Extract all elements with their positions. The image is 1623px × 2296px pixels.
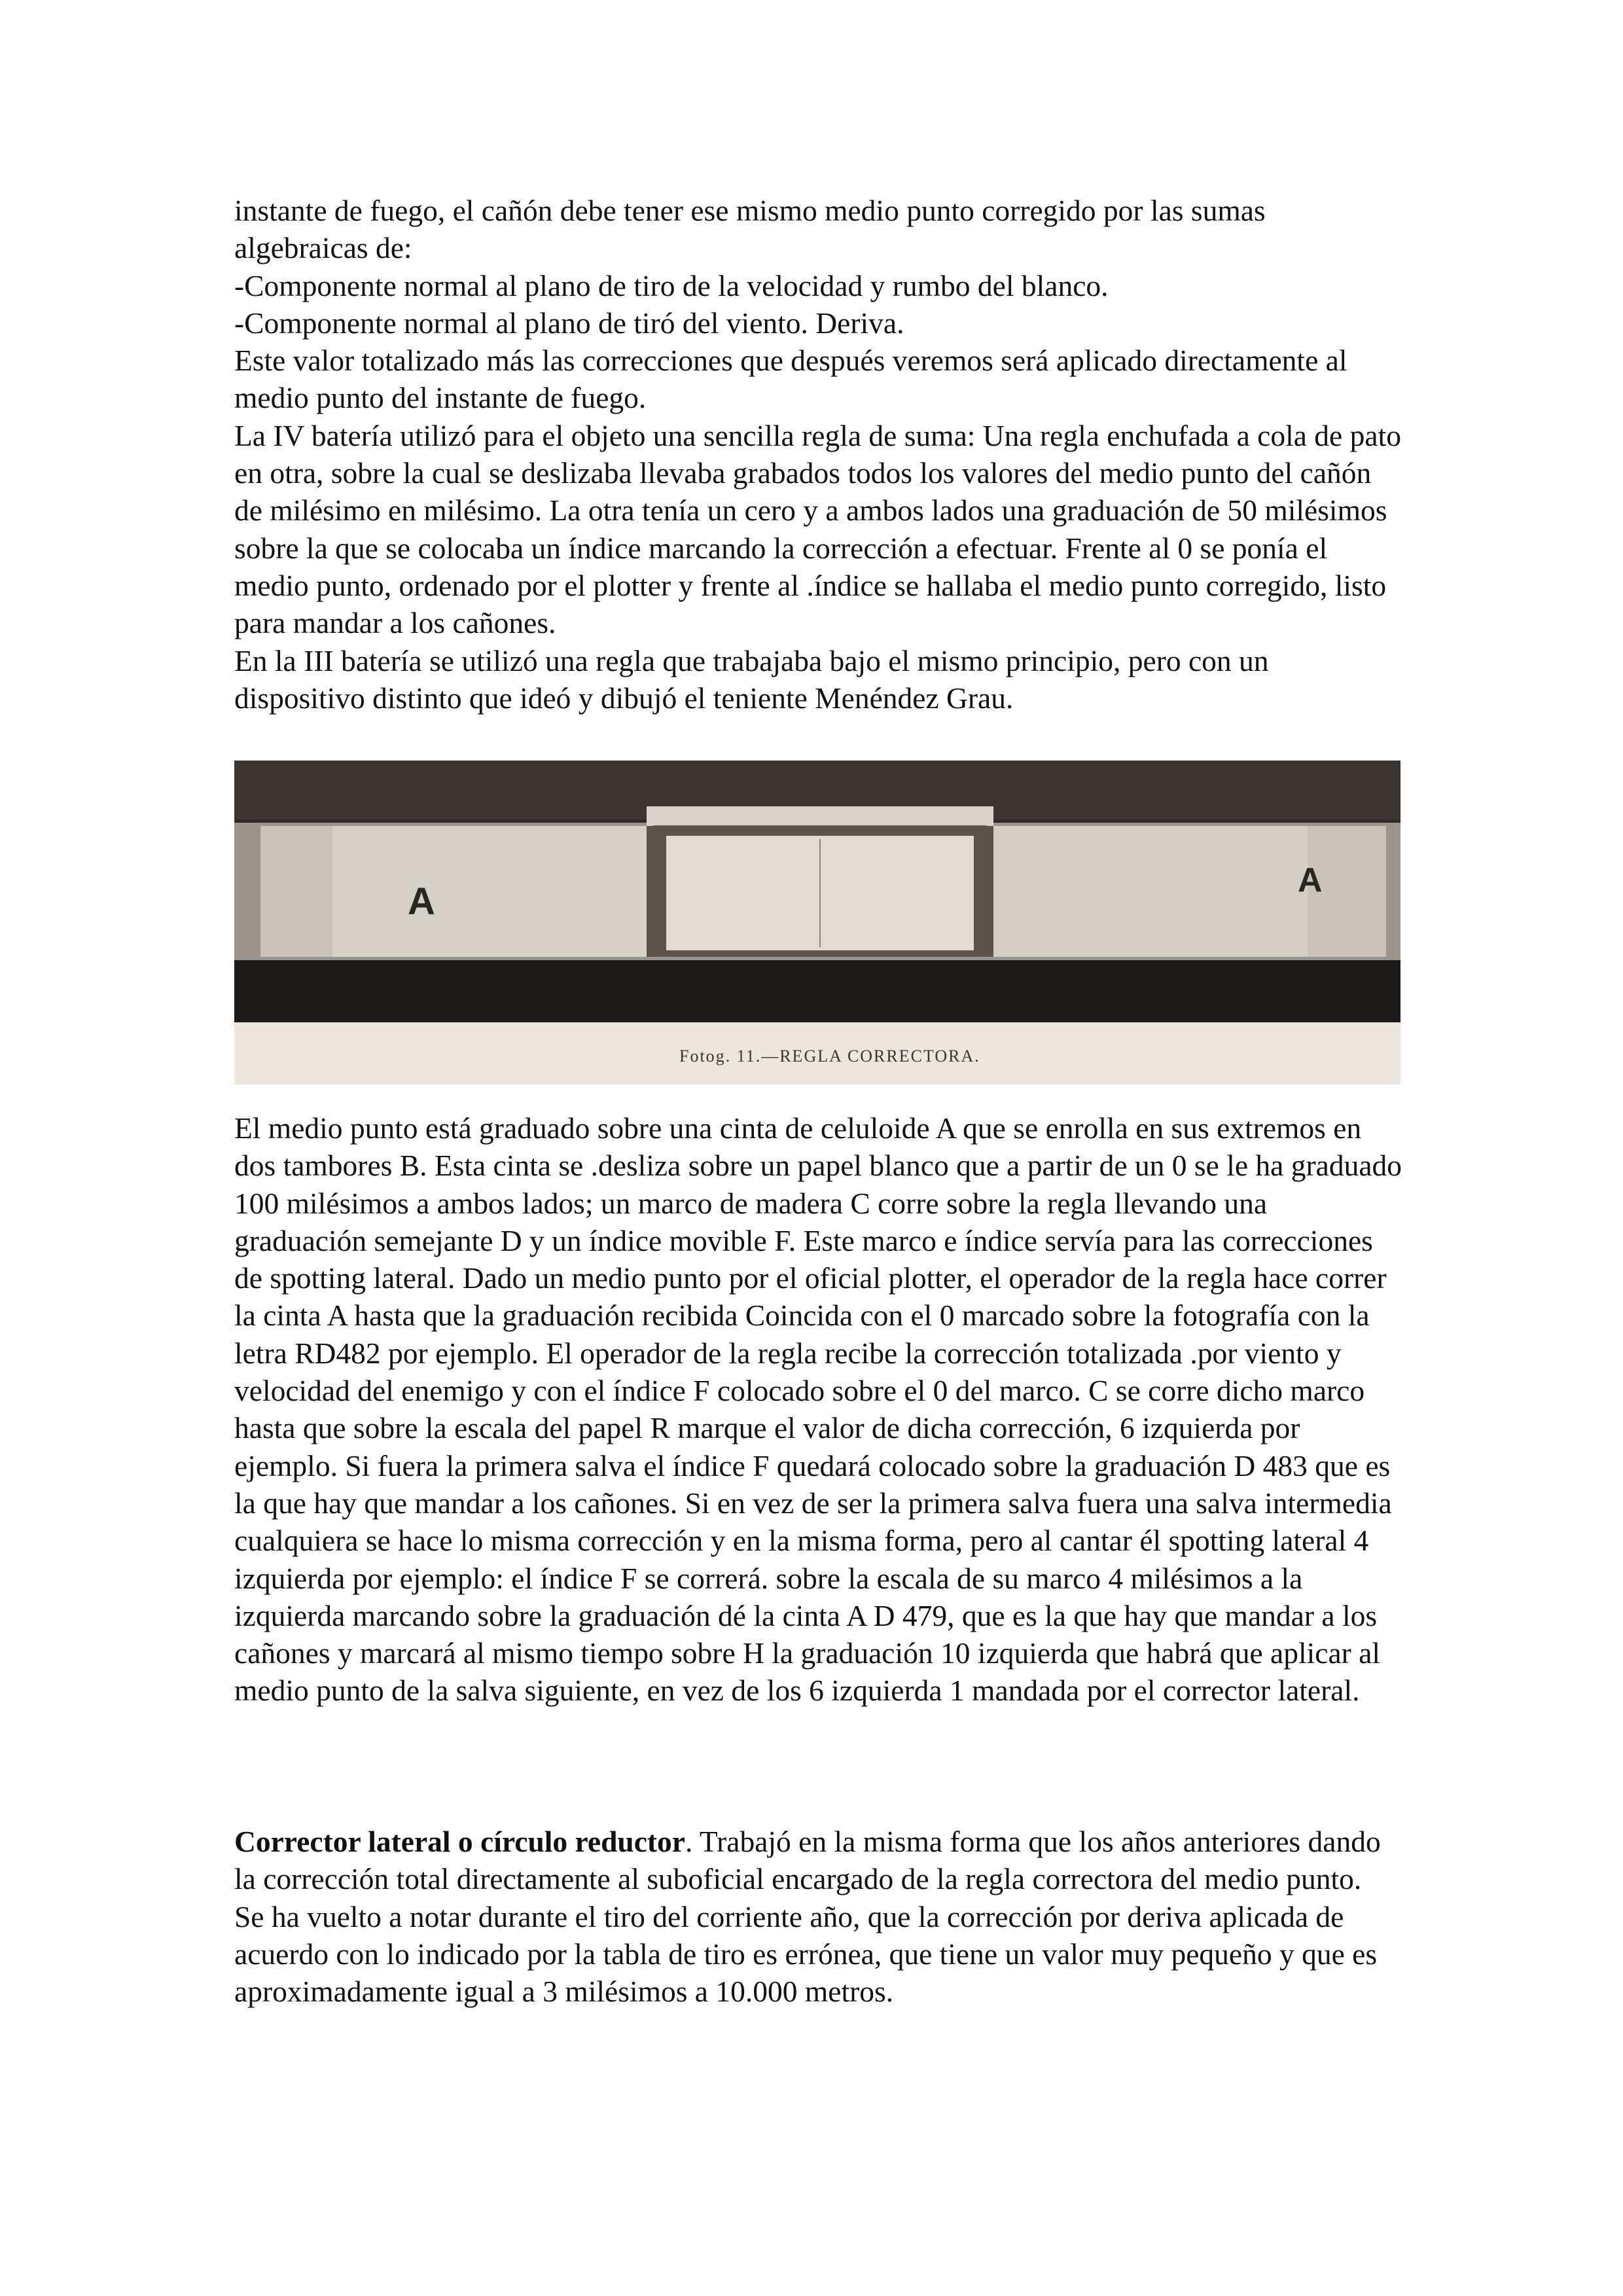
- text-block-3: [234, 1823, 1406, 2010]
- paragraph: -Componente normal al plano de tiro de la velocidad y rumbo del blanco.: [234, 268, 1109, 302]
- paragraph: -Componente normal al plano de tiró del viento. Deriva.: [234, 306, 904, 340]
- paragraph: La IV batería utilizó para el objeto una sencilla regla de suma: Una regla enchufada a cola de pato en otra, sobre la cual se deslizaba llevaba grabados todos los valores del medio punto del cañón de milésimo en milésimo. La otra tenía un cero y a ambos lados una graduación de 50 milésimos sobre la que se colocaba un índice marcando la corrección a efectuar. Frente al 0 se ponía el medio punto, ordenado por el plotter y frente al .índice se hallaba el medio punto corregido, listo para mandar a los cañones.: [234, 418, 1401, 640]
- paragraph-text: . Trabajó en la misma forma que los años anteriores dando la corrección total directamente al suboficial encargado de la regla correctora del medio punto.: [234, 1825, 1381, 1896]
- paragraph: instante de fuego, el cañón debe tener ese mismo medio punto corregido por las sumas algebraicas de:: [234, 194, 1266, 265]
- photo-label-left: A: [408, 880, 435, 923]
- paragraph: En la III batería se utilizó una regla que trabajaba bajo el mismo principio, pero con un dispositivo distinto que ideó y dibujó el teniente Menéndez Grau.: [234, 643, 1269, 715]
- photograph-regla-correctora: [234, 761, 1400, 1085]
- paragraph: [234, 1823, 1406, 1898]
- text-block-2: [234, 1109, 1406, 1710]
- photo-label-right: A: [1298, 861, 1323, 899]
- section-heading: Corrector lateral o círculo reductor: [234, 1825, 685, 1858]
- paragraph: Este valor totalizado más las correcciones que después veremos será aplicado directamente al medio punto del instante de fuego.: [234, 344, 1347, 415]
- photo-caption: Fotog. 11.—REGLA CORRECTORA.: [679, 1047, 980, 1066]
- paragraph: Se ha vuelto a notar durante el tiro del corriente año, que la corrección por deriva aplicada de acuerdo con lo indicado por la tabla de tiro es errónea, que tiene un valor muy pequeño y que es aproximadamente igual a 3 milésimos a 10.000 metros.: [234, 1899, 1378, 2009]
- paragraph: El medio punto está graduado sobre una cinta de celuloide A que se enrolla en sus extremos en dos tambores B. Esta cinta se .desliza sobre un papel blanco que a partir de un 0 se le ha graduado 100 milésimos a ambos lados; un marco de madera C corre sobre la regla llevando una graduación semejante D y un índice movible F. Este marco e índice servía para las correcciones de spotting lateral. Dado un medio punto por el oficial plotter, el operador de la regla hace correr la cinta A hasta que la graduación recibida Coincida con el 0 marcado sobre la fotografía con la letra RD482 por ejemplo. El operador de la regla recibe la corrección totalizada .por viento y velocidad del enemigo y con el índice F colocado sobre el 0 del marco. C se corre dicho marco hasta que sobre la escala del papel R marque el valor de dicha corrección, 6 izquierda por ejemplo. Si fuera la primera salva el índice F quedará colocado sobre la graduación D 483 que es la que hay que mandar a los cañones. Si en vez de ser la primera salva fuera una salva intermedia cualquiera se hace lo misma corrección y en la misma forma, pero al cantar él spotting lateral 4 izquierda por ejemplo: el índice F se correrá. sobre la escala de su marco 4 milésimos a la izquierda marcando sobre la graduación dé la cinta A D 479, que es la que hay que mandar a los cañones y marcará al mismo tiempo sobre H la graduación 10 izquierda que habrá que aplicar al medio punto de la salva siguiente, en vez de los 6 izquierda 1 mandada por el corrector lateral.: [234, 1111, 1402, 1708]
- text-block-1: [234, 192, 1406, 717]
